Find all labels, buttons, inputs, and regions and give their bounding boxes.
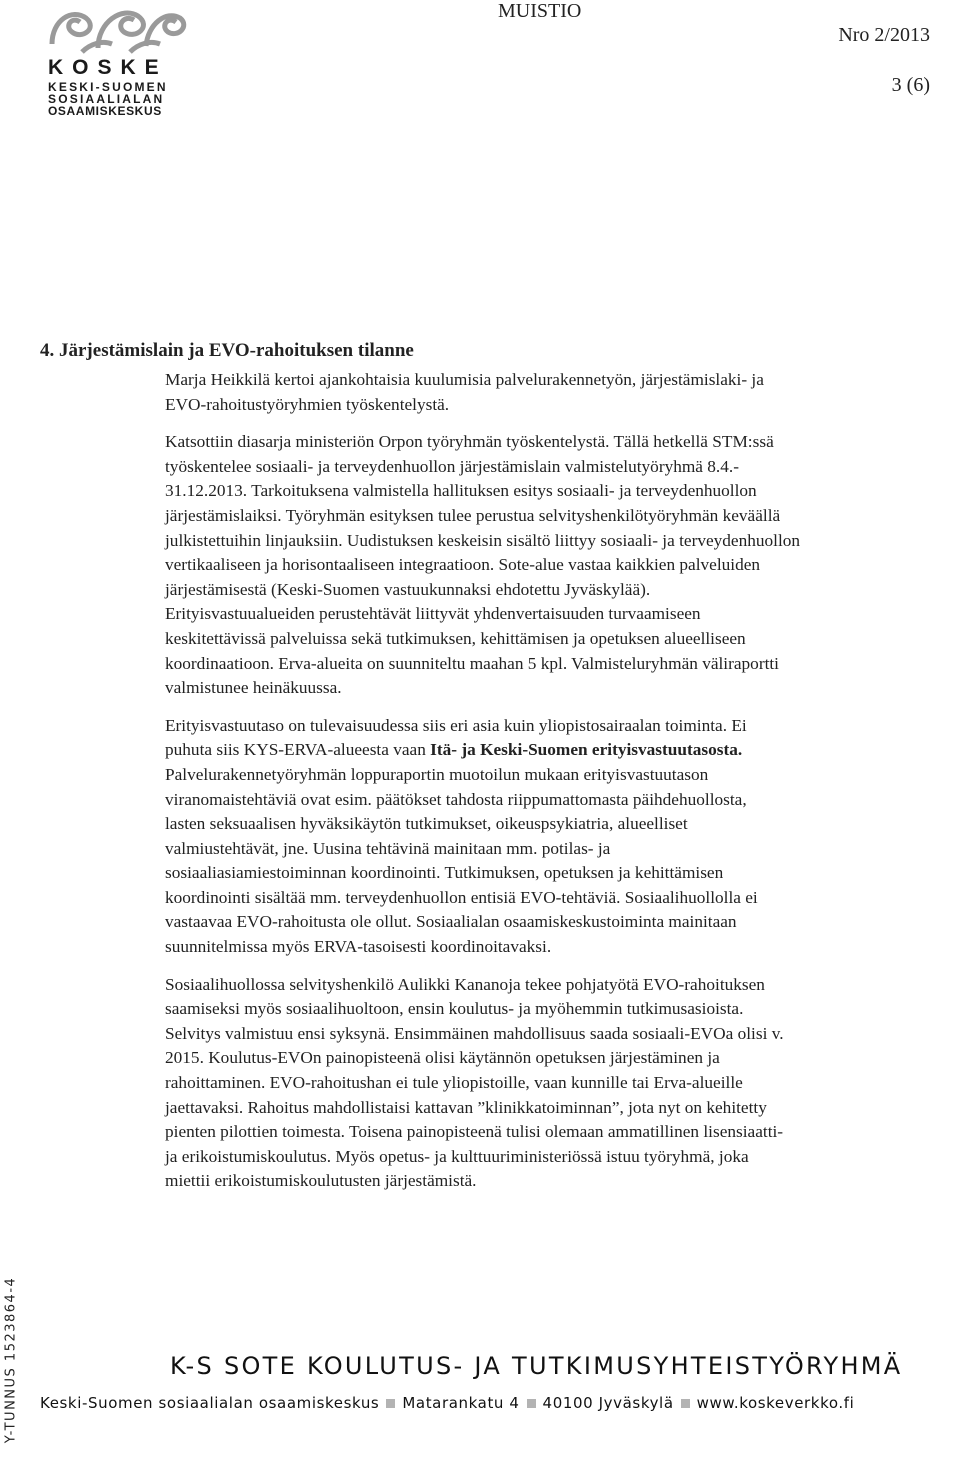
text-line: järjestämislaiksi. Työryhmän esityksen tulee perustua selvityshenkilötyöryhmän keväällä [165,505,781,525]
text-line: valmistunee heinäkuussa. [165,678,342,698]
text-plain: puhuta siis KYS-ERVA-alueesta vaan [165,740,431,760]
text-line: lasten seksuaalisen hyväksikäytön tutkimukset, oikeuspsykiatria, alueelliset [165,814,688,834]
paragraph-1 [165,368,935,417]
footer-title: K-S SOTE KOULUTUS- JA TUTKIMUSYHTEISTYÖRYHMÄ [170,1352,903,1380]
text-line: pienten pilottien toimesta. Toisena painopisteenä tulisi olemaan ammatillinen lisensiaatti- [165,1122,784,1142]
business-id-sidebar [0,1260,22,1459]
text-line: jaettavaksi. Rahoitus mahdollistaisi kattavan ”klinikkatoiminnan”, jota nyt on kehitetty [165,1097,767,1117]
logo-line-2: KESKI-SUOMEN [48,80,168,94]
separator-square-icon [386,1399,395,1408]
text-line: keskitettävissä palveluissa sekä tutkimuksen, kehittämisen ja opetuksen alueelliseen [165,628,746,648]
text-line: saamiseksi myös sosiaalihuoltoon, ensin koulutus- ja myöhemmin tutkimusasioista. [165,999,744,1019]
footer-web-link[interactable]: www.koskeverkko.fi [696,1394,855,1412]
paragraph-3 [165,714,935,960]
bold-text: Itä- ja Keski-Suomen erityisvastuutasosta. [430,740,743,760]
footer-city: 40100 Jyväskylä [542,1394,674,1412]
text-line: 2015. Koulutus-EVOn painopisteenä olisi käytännön opetuksen järjestäminen ja [165,1048,720,1068]
ornament-logo-icon [42,0,192,54]
separator-square-icon [681,1399,690,1408]
text-line: Erityisvastuutaso on tulevaisuudessa siis eri asia kuin yliopistosairaalan toiminta. Ei [165,715,747,735]
logo-line-3: SOSIAALIALAN [48,92,165,106]
text-line: Palvelurakennetyöryhmän loppuraportin muotoilun mukaan erityisvastuutason [165,764,709,784]
section-heading: 4. Järjestämislain ja EVO-rahoituksen tilanne [40,340,414,361]
text-line: vastaavaa EVO-rahoitusta ole ollut. Sosiaalialan osaamiskeskustoiminta mainitaan [165,912,737,932]
text-line: koordinaatioon. Erva-alueita on suunniteltu maahan 5 kpl. Valmisteluryhmän väliraportti [165,653,779,673]
text-line: Marja Heikkilä kertoi ajankohtaisia kuulumisia palvelurakennetyön, järjestämislaki- ja [165,370,764,389]
text-line: 31.12.2013. Tarkoituksena valmistella hallituksen esitys sosiaali- ja terveydenhuollon [165,481,757,501]
text-line: Sosiaalihuollossa selvityshenkilö Aulikki Kananoja tekee pohjatyötä EVO-rahoituksen [165,974,765,994]
business-id: Y-TUNNUS 1523864-4 [3,1276,19,1444]
text-line: valmiustehtävät, jne. Uusina tehtävinä mainitaan mm. potilas- ja [165,838,611,858]
koske-logo [40,0,190,120]
text-line: ja erikoistumiskoulutus. Myös opetus- ja kulttuuriministeriössä istuu työryhmä, joka [165,1146,749,1166]
document-type: MUISTIO [498,0,582,22]
paragraph-4 [165,973,935,1194]
text-line: julkistettuihin linjauksiin. Uudistuksen keskeisin sisältö liittyy sosiaali- ja terveydenhuollon [165,530,801,550]
text-line: koordinointi sisältää mm. terveydenhuollon entisiä EVO-tehtäviä. Sosiaalihuollolla ei [165,887,758,907]
text-line: miettii erikoistumiskoulutusten järjestämistä. [165,1171,477,1191]
footer-address: Matarankatu 4 [402,1394,520,1412]
text-line: Katsottiin diasarja ministeriön Orpon työryhmän työskentelystä. Tällä hetkellä STM:ssä [165,432,774,452]
separator-square-icon [527,1399,536,1408]
section-body [165,368,935,1194]
text-line: vertikaaliseen ja horisontaaliseen integraatioon. Sote-alue vastaa kaikkien palveluiden [165,555,761,575]
text-line: työskentelee sosiaali- ja terveydenhuollon järjestämislain valmistelutyöryhmä 8.4.- [165,456,739,476]
page-number: 3 (6) [891,74,930,96]
document-number: Nro 2/2013 [838,24,930,46]
text-line: suunnitelmissa myös ERVA-tasoisesti koordinoitavaksi. [165,937,552,957]
text-line: Erityisvastuualueiden perustehtävät liittyvät yhdenvertaisuuden turvaamiseen [165,604,701,624]
text-line: rahoittaminen. EVO-rahoitushan ei tule yliopistoille, vaan kunnille tai Erva-alueille [165,1073,743,1093]
paragraph-2 [165,430,935,701]
footer-contact [40,1394,854,1412]
text-line [165,738,935,763]
text-line: sosiaaliasiamiestoiminnan koordinointi. Tutkimuksen, opetuksen ja kehittämisen [165,863,724,883]
text-line: viranomaistehtäviä ovat esim. päätökset tahdosta riippumattomasta päihdehuollosta, [165,789,747,809]
text-line: järjestämisestä (Keski-Suomen vastuukunnaksi ehdotettu Jyväskylää). [165,579,651,599]
footer-org: Keski-Suomen sosiaalialan osaamiskeskus [40,1394,380,1412]
logo-name: KOSKE [48,56,168,79]
logo-line-4: OSAAMISKESKUS [48,104,162,118]
text-line: Selvitys valmistuu ensi syksynä. Ensimmäinen mahdollisuus saada sosiaali-EVOa olisi v. [165,1023,784,1043]
text-line: EVO-rahoitustyöryhmien työskentelystä. [165,394,450,414]
